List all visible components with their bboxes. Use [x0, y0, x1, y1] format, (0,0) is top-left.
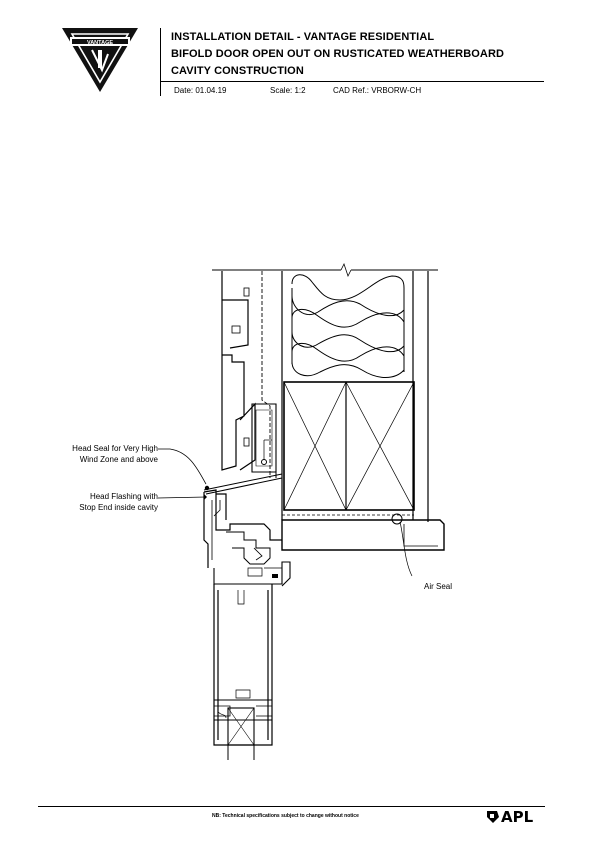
head-seal-leader: [158, 449, 206, 484]
insulation: [292, 275, 404, 378]
head-seal-label-line-2: Wind Zone and above: [79, 455, 158, 464]
footer-rule: [38, 806, 545, 807]
lintel: [284, 382, 414, 510]
footer-note: NB: Technical specifications subject to change without notice: [212, 813, 359, 819]
break-mark: [341, 264, 351, 276]
scale-field: Scale: 1:2: [270, 86, 306, 95]
cad-ref-field: CAD Ref.: VRBORW-CH: [333, 86, 422, 95]
head-jamb: [282, 520, 444, 550]
air-seal-label: Air Seal: [424, 582, 453, 591]
head-flashing-leader: [158, 497, 206, 498]
date-field: Date: 01.04.19: [174, 86, 227, 95]
head-flashing-label-line-2: Stop End inside cavity: [79, 503, 158, 512]
head-flashing-label-line-1: Head Flashing with: [89, 492, 158, 501]
head-seal-label: [40, 443, 158, 465]
door-sash: [214, 584, 272, 745]
head-seal-label-line-1: Head Seal for Very High: [72, 444, 158, 453]
apl-logo-icon: [485, 807, 501, 827]
apl-brand: APL: [501, 808, 534, 826]
air-seal: [392, 514, 402, 524]
svg-text:VANTAGE: VANTAGE: [86, 40, 114, 46]
title-line-1: INSTALLATION DETAIL - VANTAGE RESIDENTIAL: [171, 31, 435, 43]
title-line-3: CAVITY CONSTRUCTION: [171, 65, 304, 77]
weatherboard-cladding: [222, 271, 255, 470]
head-flashing-label: [40, 491, 158, 513]
title-line-2: BIFOLD DOOR OPEN OUT ON RUSTICATED WEATHERBOARD: [171, 48, 505, 60]
